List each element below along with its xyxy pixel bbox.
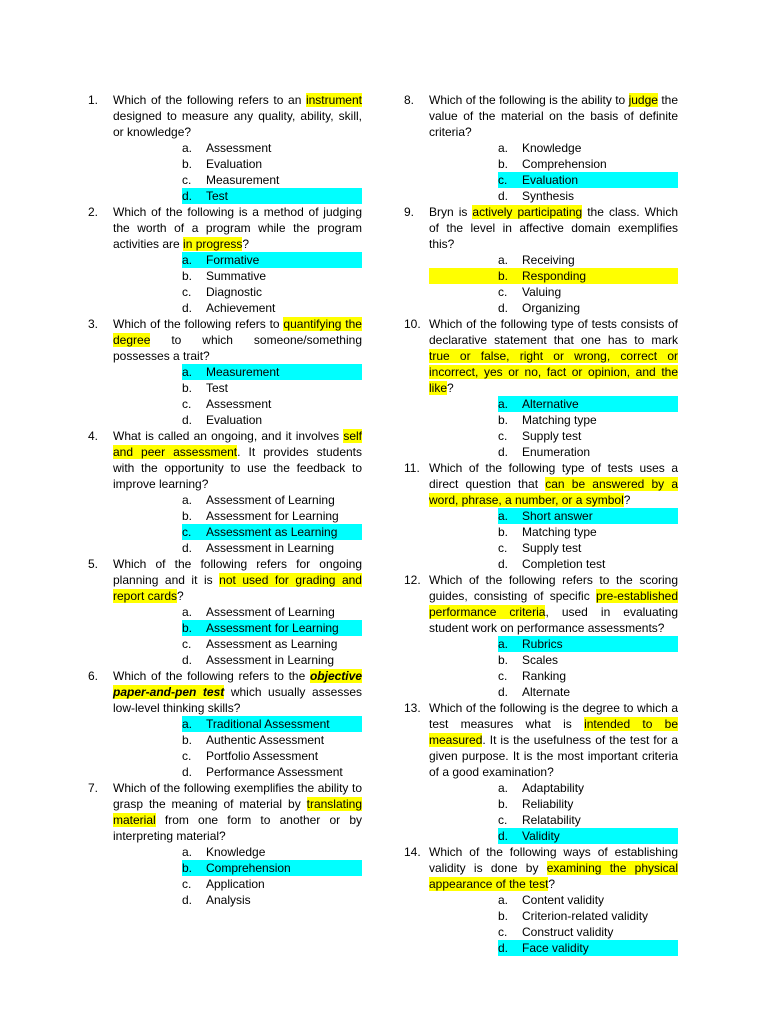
- option-letter: b.: [182, 509, 193, 523]
- option-letter: a.: [182, 253, 193, 267]
- option-a: [429, 252, 678, 268]
- option-text: Measurement: [206, 173, 280, 187]
- option-letter: a.: [498, 141, 509, 155]
- option-c: [113, 636, 362, 652]
- option-letter: b.: [182, 381, 193, 395]
- option-b: [429, 652, 678, 668]
- options-list: [113, 604, 362, 668]
- highlighted-text: in progress: [183, 237, 243, 251]
- option-letter: a.: [182, 365, 193, 379]
- options-list: [113, 844, 362, 908]
- option-text: Assessment as Learning: [206, 525, 338, 539]
- question-stem: [429, 460, 678, 508]
- option-b: [429, 796, 678, 812]
- option-letter: b.: [182, 733, 193, 747]
- option-a: [113, 604, 362, 620]
- options-list: [429, 252, 678, 316]
- option-b: [429, 908, 678, 924]
- option-d: [429, 556, 678, 572]
- option-text: Evaluation: [522, 173, 579, 187]
- question-11: [404, 460, 678, 572]
- question-number: 14.: [404, 845, 421, 859]
- question-12: [404, 572, 678, 700]
- option-letter: c.: [498, 429, 508, 443]
- option-text: Matching type: [522, 413, 597, 427]
- question-number: 4.: [88, 429, 99, 443]
- option-letter: c.: [182, 637, 192, 651]
- highlighted-text: intended to be measured: [429, 717, 678, 747]
- option-letter: b.: [498, 653, 509, 667]
- option-a: [429, 508, 678, 524]
- option-text: Receiving: [522, 253, 575, 267]
- option-b: [113, 156, 362, 172]
- stem-text: Which of the following refers for ongoing planning and it is: [113, 557, 362, 587]
- option-d: [429, 940, 678, 956]
- option-text: Assessment for Learning: [206, 509, 339, 523]
- highlighted-text: can be answered by a word, phrase, a number, or a symbol: [429, 477, 678, 507]
- option-letter: d.: [182, 413, 193, 427]
- option-b: [429, 524, 678, 540]
- highlighted-text: not used for grading and report cards: [113, 573, 362, 603]
- option-letter: d.: [182, 893, 193, 907]
- option-text: Criterion-related validity: [522, 909, 649, 923]
- question-number: 8.: [404, 93, 415, 107]
- options-list: [429, 780, 678, 844]
- highlighted-text: examining the physical appearance of the test: [429, 861, 678, 891]
- question-14: [404, 844, 678, 956]
- option-letter: a.: [498, 637, 509, 651]
- question-number: 6.: [88, 669, 99, 683]
- option-letter: a.: [182, 493, 193, 507]
- option-a: [429, 140, 678, 156]
- option-b: [429, 268, 678, 284]
- option-letter: c.: [498, 541, 508, 555]
- stem-text: Which of the following is the ability to: [429, 93, 629, 107]
- option-c: [113, 172, 362, 188]
- option-c: [113, 876, 362, 892]
- option-text: Achievement: [206, 301, 276, 315]
- option-letter: b.: [498, 269, 509, 283]
- option-c: [113, 748, 362, 764]
- question-number: 12.: [404, 573, 421, 587]
- option-letter: d.: [182, 653, 193, 667]
- option-letter: b.: [498, 909, 509, 923]
- option-text: Assessment: [206, 397, 272, 411]
- option-text: Application: [206, 877, 265, 891]
- option-text: Relatability: [522, 813, 581, 827]
- options-list: [429, 140, 678, 204]
- option-letter: c.: [498, 813, 508, 827]
- option-text: Scales: [522, 653, 559, 667]
- option-letter: d.: [498, 685, 509, 699]
- option-text: Assessment in Learning: [206, 653, 335, 667]
- option-d: [113, 540, 362, 556]
- highlighted-text: translating material: [113, 797, 362, 827]
- option-text: Assessment for Learning: [206, 621, 339, 635]
- option-a: [429, 780, 678, 796]
- option-letter: c.: [498, 925, 508, 939]
- question-7: [88, 780, 362, 908]
- option-letter: c.: [182, 285, 192, 299]
- option-d: [113, 188, 362, 204]
- option-text: Reliability: [522, 797, 574, 811]
- option-letter: a.: [498, 509, 509, 523]
- option-text: Comprehension: [522, 157, 607, 171]
- option-text: Performance Assessment: [206, 765, 343, 779]
- question-number: 7.: [88, 781, 99, 795]
- question-5: [88, 556, 362, 668]
- option-text: Assessment: [206, 141, 272, 155]
- highlighted-text: actively participating: [472, 205, 583, 219]
- question-stem: [429, 700, 678, 780]
- option-c: [429, 284, 678, 300]
- stem-text: . It is the usefulness of the test for a given purpose. It is the most important criteria of a good examination?: [429, 733, 678, 779]
- stem-text: Which of the following is the degree to which a test measures what is: [429, 701, 678, 731]
- right-column: [404, 92, 678, 956]
- question-2: [88, 204, 362, 316]
- question-8: [404, 92, 678, 204]
- option-letter: a.: [182, 845, 193, 859]
- option-text: Content validity: [522, 893, 605, 907]
- option-text: Test: [206, 189, 229, 203]
- stem-text: Which of the following type of tests uses a direct question that: [429, 461, 678, 491]
- question-9: [404, 204, 678, 316]
- option-a: [113, 364, 362, 380]
- option-text: Construct validity: [522, 925, 614, 939]
- question-number: 3.: [88, 317, 99, 331]
- option-text: Evaluation: [206, 157, 263, 171]
- option-b: [429, 412, 678, 428]
- option-letter: d.: [182, 765, 193, 779]
- option-c: [113, 284, 362, 300]
- option-letter: c.: [182, 173, 192, 187]
- option-a: [429, 636, 678, 652]
- question-stem: [113, 556, 362, 604]
- option-letter: a.: [182, 717, 193, 731]
- option-letter: b.: [498, 525, 509, 539]
- option-d: [429, 300, 678, 316]
- option-letter: d.: [498, 829, 509, 843]
- question-stem: [113, 92, 362, 140]
- option-text: Assessment in Learning: [206, 541, 335, 555]
- stem-text: the class. Which of the level in affective domain exemplifies this?: [429, 205, 678, 251]
- option-d: [429, 444, 678, 460]
- options-list: [113, 716, 362, 780]
- option-letter: c.: [182, 877, 192, 891]
- option-letter: a.: [498, 893, 509, 907]
- question-stem: [113, 316, 362, 364]
- question-number: 1.: [88, 93, 99, 107]
- option-letter: c.: [498, 669, 508, 683]
- stem-text: ?: [447, 381, 454, 395]
- option-letter: c.: [182, 525, 192, 539]
- option-b: [429, 156, 678, 172]
- option-d: [113, 892, 362, 908]
- option-text: Assessment of Learning: [206, 493, 335, 507]
- question-1: [88, 92, 362, 204]
- question-number: 2.: [88, 205, 99, 219]
- options-list: [429, 636, 678, 700]
- options-list: [429, 892, 678, 956]
- option-d: [113, 300, 362, 316]
- option-c: [429, 428, 678, 444]
- left-column: [88, 92, 362, 908]
- option-letter: b.: [182, 861, 193, 875]
- option-letter: a.: [498, 253, 509, 267]
- option-letter: a.: [498, 397, 509, 411]
- option-d: [429, 188, 678, 204]
- question-number: 9.: [404, 205, 415, 219]
- option-text: Comprehension: [206, 861, 291, 875]
- option-text: Assessment as Learning: [206, 637, 338, 651]
- option-text: Measurement: [206, 365, 280, 379]
- stem-text: Which of the following refers to an: [113, 93, 306, 107]
- option-b: [113, 620, 362, 636]
- option-text: Ranking: [522, 669, 567, 683]
- stem-text: to which someone/something possesses a trait?: [113, 333, 362, 363]
- highlighted-text: quantifying the degree: [113, 317, 362, 347]
- option-text: Formative: [206, 253, 260, 267]
- question-3: [88, 316, 362, 428]
- question-number: 10.: [404, 317, 421, 331]
- question-6: [88, 668, 362, 780]
- option-text: Traditional Assessment: [206, 717, 330, 731]
- option-text: Matching type: [522, 525, 597, 539]
- option-a: [113, 492, 362, 508]
- option-a: [113, 252, 362, 268]
- option-text: Summative: [206, 269, 267, 283]
- option-letter: d.: [182, 301, 193, 315]
- option-c: [113, 524, 362, 540]
- option-text: Rubrics: [522, 637, 563, 651]
- option-b: [113, 732, 362, 748]
- question-stem: [429, 844, 678, 892]
- option-text: Synthesis: [522, 189, 575, 203]
- option-letter: d.: [498, 189, 509, 203]
- question-4: [88, 428, 362, 556]
- option-d: [429, 684, 678, 700]
- stem-text: designed to measure any quality, ability, skill, or knowledge?: [113, 109, 362, 139]
- option-text: Supply test: [522, 541, 582, 555]
- option-a: [429, 396, 678, 412]
- stem-text: Which of the following is a method of judging the worth of a program while the program activities are: [113, 205, 362, 251]
- stem-text: Which of the following refers to the: [113, 669, 310, 683]
- stem-text: the value of the material on the basis of definite criteria?: [429, 93, 679, 139]
- option-letter: b.: [498, 797, 509, 811]
- option-letter: d.: [498, 301, 509, 315]
- option-letter: c.: [182, 749, 192, 763]
- option-letter: d.: [498, 557, 509, 571]
- highlighted-text: objective paper-and-pen test: [113, 669, 362, 699]
- stem-text: Which of the following type of tests consists of declarative statement that one has to mark: [429, 317, 678, 347]
- option-c: [429, 540, 678, 556]
- stem-text: ?: [177, 589, 184, 603]
- option-letter: c.: [498, 285, 508, 299]
- option-letter: b.: [182, 269, 193, 283]
- option-text: Validity: [522, 829, 560, 843]
- option-letter: b.: [182, 157, 193, 171]
- option-text: Authentic Assessment: [206, 733, 325, 747]
- question-number: 13.: [404, 701, 421, 715]
- question-stem: [113, 428, 362, 492]
- question-stem: [429, 316, 678, 396]
- option-d: [429, 828, 678, 844]
- option-letter: b.: [182, 621, 193, 635]
- option-text: Evaluation: [206, 413, 263, 427]
- stem-text: from one form to another or by interpreting material?: [113, 813, 362, 843]
- option-a: [429, 892, 678, 908]
- option-letter: d.: [498, 941, 509, 955]
- option-c: [429, 668, 678, 684]
- option-text: Face validity: [522, 941, 589, 955]
- option-a: [113, 140, 362, 156]
- stem-text: Bryn is: [429, 205, 473, 219]
- option-letter: d.: [182, 189, 193, 203]
- stem-text: What is called an ongoing, and it involves: [113, 429, 344, 443]
- question-10: [404, 316, 678, 460]
- highlighted-text: self and peer assessment: [113, 429, 362, 459]
- question-stem: [113, 780, 362, 844]
- option-letter: a.: [182, 605, 193, 619]
- option-text: Supply test: [522, 429, 582, 443]
- stem-text: Which of the following refers to the scoring guides, consisting of specific: [429, 573, 678, 603]
- option-letter: b.: [498, 157, 509, 171]
- question-number: 5.: [88, 557, 99, 571]
- option-text: Portfolio Assessment: [206, 749, 319, 763]
- question-stem: [113, 204, 362, 252]
- option-letter: a.: [498, 781, 509, 795]
- option-text: Valuing: [522, 285, 562, 299]
- options-list: [429, 508, 678, 572]
- stem-text: ?: [548, 877, 556, 891]
- option-d: [113, 412, 362, 428]
- option-text: Adaptability: [522, 781, 585, 795]
- question-stem: [429, 92, 678, 140]
- option-text: Diagnostic: [206, 285, 263, 299]
- question-stem: [429, 204, 678, 252]
- stem-text: ?: [623, 493, 631, 507]
- option-text: Short answer: [522, 509, 593, 523]
- option-text: Knowledge: [206, 845, 266, 859]
- option-text: Completion test: [522, 557, 606, 571]
- question-13: [404, 700, 678, 844]
- option-a: [113, 716, 362, 732]
- option-c: [429, 924, 678, 940]
- option-c: [429, 812, 678, 828]
- stem-text: Which of the following ways of establishing validity is done by: [429, 845, 678, 875]
- option-d: [113, 652, 362, 668]
- option-b: [113, 860, 362, 876]
- option-d: [113, 764, 362, 780]
- option-text: Organizing: [522, 301, 581, 315]
- highlighted-text: pre-established performance criteria: [429, 589, 678, 619]
- option-text: Analysis: [206, 893, 251, 907]
- highlighted-text: true or false, right or wrong, correct or incorrect, yes or no, fact or opinion, and the like: [429, 349, 678, 395]
- option-b: [113, 268, 362, 284]
- stem-text: Which of the following refers to: [113, 317, 284, 331]
- option-text: Knowledge: [522, 141, 582, 155]
- options-list: [113, 252, 362, 316]
- stem-text: . It provides students with the opportunity to use the feedback to improve learning?: [113, 445, 362, 491]
- option-letter: a.: [182, 141, 193, 155]
- stem-text: , used in evaluating student work on performance assessments?: [429, 605, 678, 635]
- option-text: Enumeration: [522, 445, 591, 459]
- option-letter: b.: [498, 413, 509, 427]
- option-letter: c.: [182, 397, 192, 411]
- option-a: [113, 844, 362, 860]
- option-letter: d.: [182, 541, 193, 555]
- options-list: [113, 364, 362, 428]
- options-list: [113, 140, 362, 204]
- question-number: 11.: [404, 461, 420, 475]
- option-c: [113, 396, 362, 412]
- option-text: Assessment of Learning: [206, 605, 335, 619]
- question-stem: [113, 668, 362, 716]
- option-text: Alternate: [522, 685, 571, 699]
- options-list: [113, 492, 362, 556]
- highlighted-text: instrument: [305, 93, 362, 107]
- stem-text: ?: [242, 237, 250, 251]
- option-b: [113, 508, 362, 524]
- option-letter: d.: [498, 445, 509, 459]
- option-text: Alternative: [522, 397, 579, 411]
- options-list: [429, 396, 678, 460]
- highlighted-text: judge: [628, 93, 658, 107]
- question-stem: [429, 572, 678, 636]
- stem-text: which usually assesses low-level thinking skills?: [113, 685, 362, 715]
- option-text: Responding: [522, 269, 587, 283]
- option-b: [113, 380, 362, 396]
- option-c: [429, 172, 678, 188]
- option-letter: c.: [498, 173, 508, 187]
- option-text: Test: [206, 381, 229, 395]
- stem-text: Which of the following exemplifies the ability to grasp the meaning of material by: [113, 781, 362, 811]
